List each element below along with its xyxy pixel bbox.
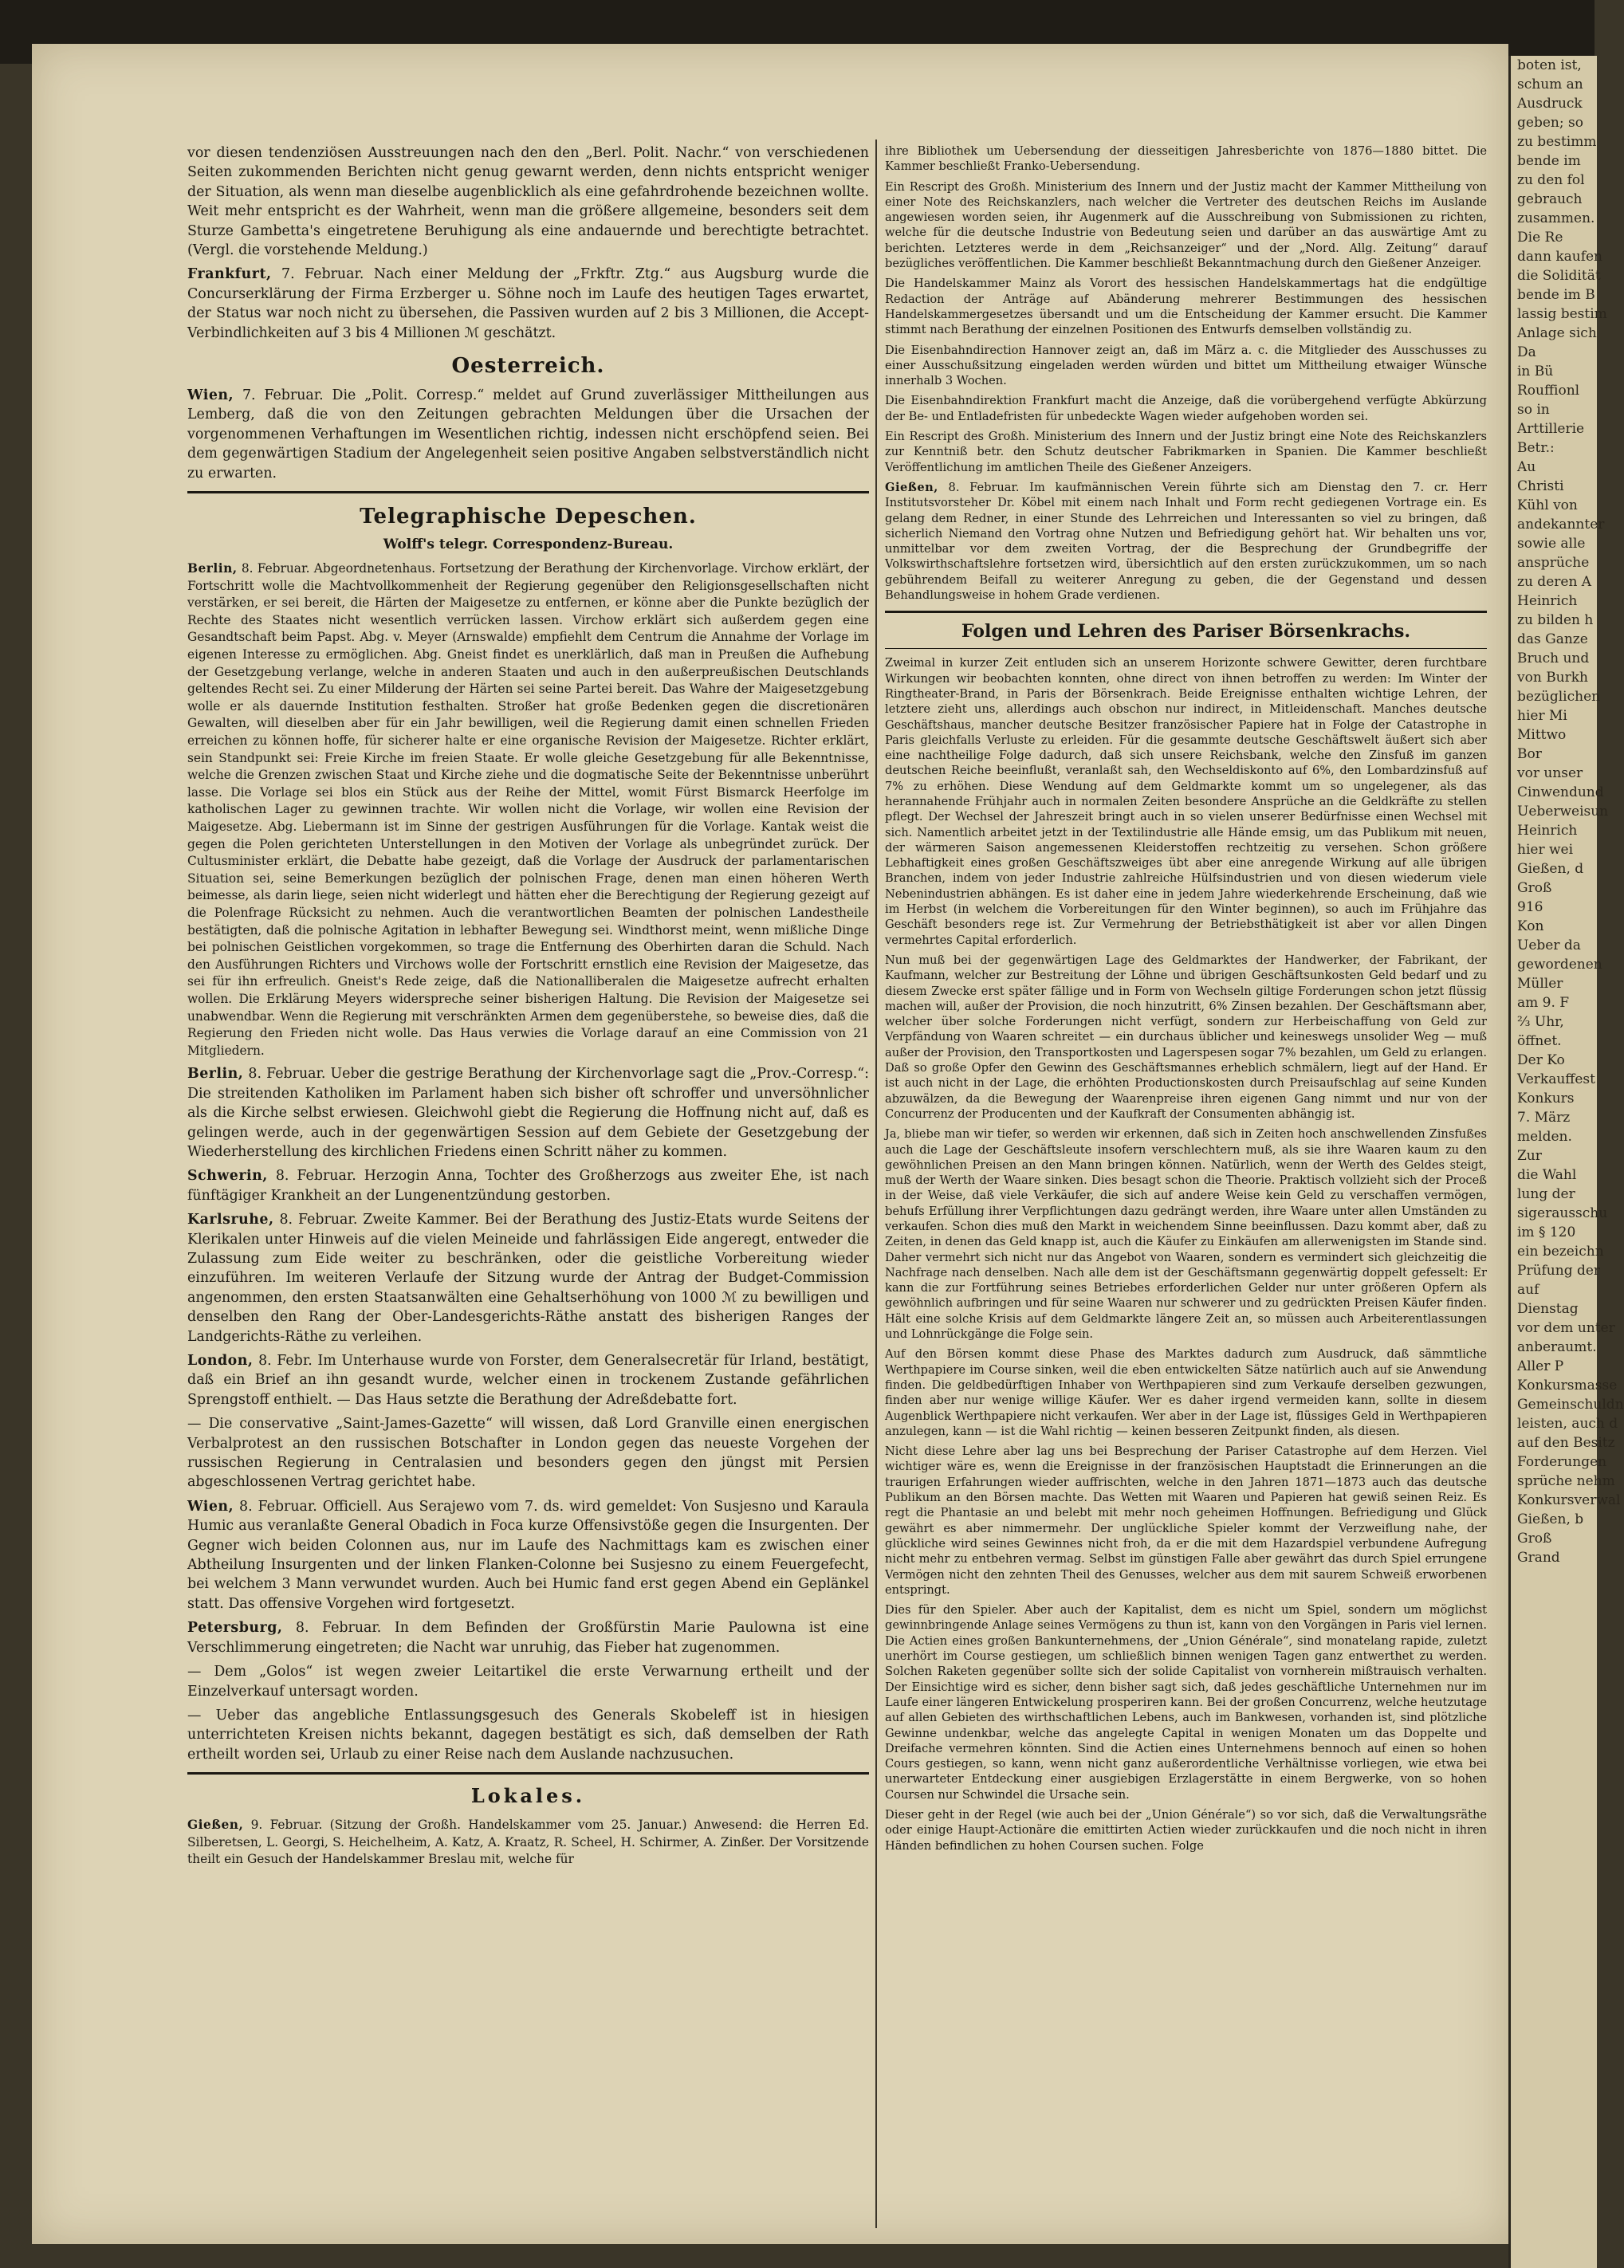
london-report [187, 1351, 869, 1409]
edge-fragment: Ausdruck [1517, 96, 1583, 112]
edge-fragment: das Ganze [1517, 631, 1588, 647]
edge-fragment: Da [1517, 344, 1536, 360]
frankfurt-text: 7. Februar. Nach einer Meldung der „Frkftr. Ztg.“ aus Augsburg wurde die Concurserklärung der Firma Erzberger u. Söhne noch im Laufe des heutigen Tages erwartet, der Status war noch nicht zu übersehen, die Passiven wurden auf 2 bis 3 Millionen, die Accept-Verbindlichkeiten auf 3 bis 4 Millionen ℳ geschätzt. [187, 266, 869, 341]
handelskammer-paragraph-3: Die Handelskammer Mainz als Vorort des hessischen Handelskammertags hat die endgültige Redaction der Anträge auf Abänderung mehrerer Bestimmungen des hessischen Handelskammergesetzes übersandt und um die Entscheidung der Kammer ersucht. Die Kammer stimmt nach Berathung der einzelnen Positionen des Entwurfs demselben vollständig zu. [885, 277, 1487, 337]
edge-fragment: Kühl von [1517, 497, 1578, 513]
edge-fragment: Der Ko [1517, 1052, 1565, 1068]
article-paragraph-6: Dies für den Spieler. Aber auch der Kapitalist, dem es nicht um Spiel, sondern um möglichst gewinnbringende Anlage seines Vermögens zu thun ist, kann von den Vorgängen in Paris viel lernen. Die Actien eines großen Bankunternehmens, der „Union Générale“, sind monatelang rapide, zuletzt unerhört im Course gestiegen, um schließlich binnen wenigen Tagen ganz entwerthet zu werden. Solchen Raketen gegenüber sollte sich der solide Capitalist von vornherein mißtrauisch verhalten. Der Einsichtige wird es sicher, denn bisher sagt sich, daß jedes geschäftliche Unternehmen nur im Laufe einer längeren Entwickelung prosperiren kann. Bei der großen Concurrenz, welche heutzutage auf allen Gebieten des wirthschaftlichen Lebens, auch im Bankwesen, vorhanden ist, sind plötzliche Gewinne undenkbar, welche das angelegte Capital in wenigen Monaten um das Doppelte und Dreifache vermehren könnten. Sind die Actien eines Unternehmens bennoch auf einen so hohen Cours gestiegen, so kann, wenn nicht ganz außerordentliche Verhältnisse vorliegen, wie etwa bei unerwarteter Entdeckung einer ausgiebigen Erzlagerstätte in einem Bergwerke, von so hohen Coursen nur Schwindel die Ursache sein. [885, 1603, 1487, 1802]
column-divider [875, 140, 877, 2228]
giessen-report-1 [187, 1817, 869, 1869]
edge-fragment: Heinrich [1517, 593, 1578, 609]
edge-fragment: Grand [1517, 1550, 1560, 1566]
petersburg-report-3: — Ueber das angebliche Entlassungsgesuch des Generals Skobeleff ist in hiesigen unterrichteten Kreisen nichts bekannt, dagegen bestätigt es sich, daß demselben der Rath ertheilt worden sei, Urlaub zu einer Reise nach dem Auslande nachzusuchen. [187, 1707, 869, 1763]
london-text: 8. Febr. Im Unterhause wurde von Forster, dem Generalsecretär für Irland, bestätigt, daß ein Brief an ihn gesandt wurde, welcher einen in trockenem Zustande gefährlichen Sprengstoff enthielt. — Das Haus setzte die Berathung der Adreßdebatte fort. [187, 1353, 869, 1408]
edge-fragment: bezüglichen [1517, 689, 1601, 705]
petersburg-dateline: Petersburg, [187, 1620, 283, 1637]
edge-fragment: hier wei [1517, 842, 1574, 858]
berlin-dateline-1: Berlin, [187, 561, 238, 576]
edge-fragment: sigerausschu [1517, 1205, 1608, 1221]
edge-fragment: vor dem unter [1517, 1320, 1615, 1336]
edge-fragment: Konkursmasse [1517, 1378, 1618, 1393]
schwerin-text: 8. Februar. Herzogin Anna, Tochter des Großherzogs aus zweiter Ehe, ist nach fünftägiger Krankheit an der Lungenentzündung gestorben. [187, 1168, 870, 1204]
karlsruhe-dateline: Karlsruhe, [187, 1212, 274, 1228]
petersburg-report-2: — Dem „Golos“ ist wegen zweier Leitartikel die erste Verwarnung ertheilt und der Einzelverkauf untersagt worden. [187, 1664, 869, 1700]
edge-fragment: melden. [1517, 1129, 1572, 1145]
edge-fragment: von Burkh [1517, 670, 1589, 686]
edge-fragment: boten ist, [1517, 57, 1582, 73]
edge-fragment: vor unser [1517, 765, 1583, 781]
berlin-report-1 [187, 560, 869, 1059]
edge-fragment: lung der [1517, 1186, 1575, 1202]
edge-fragment: Forderungen [1517, 1454, 1607, 1470]
edge-fragment: sowie alle [1517, 536, 1586, 552]
edge-fragment: Aller P [1517, 1358, 1564, 1374]
edge-fragment: Konkursverwal [1517, 1492, 1621, 1508]
edge-fragment: dann kaufen [1517, 249, 1603, 265]
edge-fragment: Cinwendund [1517, 784, 1604, 800]
article-paragraph-1: Zweimal in kurzer Zeit entluden sich an unserem Horizonte schwere Gewitter, deren furchtbare Wirkungen wir beobachten konnten, ohne direct von ihnen betroffen zu werden: Im Winter der Ringtheater-Brand, in Paris der Börsenkrach. Beide Ereignisse enthalten wichtige Lehren, der letztere zieht uns, allerdings auch obschon nur indirect, in Mitleidenschaft. Manches deutsche Geschäftshaus, mancher deutsche Besitzer französischer Papiere hat in Folge der Catastrophe in Paris gleichfalls Verluste zu erleiden. Für die gesammte deutsche Geschäftswelt äußert sich aber eine nachtheilige Folge dadurch, daß sich unsere Reichsbank, welche den Zinsfuß im ganzen deutschen Reiche beeinflußt, veranlaßt sah, den Wechseldiskonto auf 6%, den Lombardzinsfuß auf 7% zu erhöhen. Diese Wendung auf dem Geldmarkte kommt um so ungelegener, als das herannahende Frühjahr auch in normalen Zeiten besondere Ansprüche an die Geldkräfte zu stellen pflegt. Der Wechsel der Jahreszeit bringt auch in so vielen unserer Bedürfnisse einen Wechsel mit sich. Namentlich arbeitet jetzt in der Textilindustrie alle Hände emsig, um das Publikum mit neuen, der wärmeren Saison angemessenen Kleiderstoffen rechtzeitig zu versehen. Schon größere Lebhaftigkeit eines großen Geschäftszweiges übt aber eine anregende Wirkung auf alle übrigen Branchen, indem von jeder Industrie zahlreiche Hülfsindustrien und von diesen wiederum viele Nebenindustrien abhängen. Es ist daher eine in jedem Jahre wiederkehrende Erscheinung, daß wie im Herbst (in welchem die Vorbereitungen für den Winter beginnen), so auch im Frühjahre das Geschäft besonders rege ist. Zur Vermehrung der Betriebsthätigkeit ist aber vor allen Dingen vermehrtes Capital erforderlich. [885, 656, 1487, 947]
handelskammer-paragraph-4: Die Eisenbahndirection Hannover zeigt an, daß im März a. c. die Mitglieder des Ausschusses zu einer Ausschußsitzung eingeladen werden würden und bittet um Mittheilung etwaiger Wünsche innerhalb 3 Wochen. [885, 343, 1487, 388]
left-column [187, 143, 869, 1873]
edge-fragment: sprüche nehm [1517, 1473, 1615, 1489]
giessen-text-2: 8. Februar. Im kaufmännischen Verein führte sich am Dienstag den 7. cr. Herr Institutsvorsteher Dr. Köbel mit einem nach Inhalt und Form recht gediegenen Vortrage ein. Es gelang dem Redner, in einer Stunde des Lehrreichen und Interessanten so viel zu bringen, daß sicherlich Niemand den Vortrag ohne Nutzen und Befriedigung gehört hat. Wir behalten uns vor, unmittelbar vor dem zweiten Vortrag, der die Besprechung der Grundbegriffe der Volkswirthschaftslehre fortsetzen wird, übersichtlich auf den ersten zurückzukommen, um so nach gebührendem Beifall zu weiterer Anregung zu geben, die der Gegenstand und dessen Behandlungsweise in hohem Grade verdienen. [885, 480, 1487, 603]
wien-report-2 [187, 1497, 869, 1614]
edge-fragment: so in [1517, 402, 1550, 418]
edge-fragment: lassig bestim [1517, 306, 1607, 322]
edge-fragment: bende im [1517, 153, 1581, 169]
edge-fragment: Betr.: [1517, 440, 1555, 456]
edge-fragment: 7. März [1517, 1110, 1571, 1126]
edge-fragment: 916 [1517, 899, 1543, 915]
schwerin-dateline: Schwerin, [187, 1168, 268, 1185]
edge-fragment: Gießen, d [1517, 861, 1584, 877]
edge-fragment: auf [1517, 1282, 1539, 1298]
handelskammer-paragraph-2: Ein Rescript des Großh. Ministerium des Innern und der Justiz macht der Kammer Mittheilung von einer Note des Reichskanzlers, nach welcher die Vertreter des deutschen Reichs im Auslande angewiesen worden seien, ihr Augenmerk auf die Ausschreibung von Submissionen zu richten, welche für die deutsche Industrie von Bedeutung seien und darüber an das auswärtige Amt zu berichten. Letzteres werde in dem „Reichsanzeiger“ und der „Nord. Allg. Zeitung“ darauf bezügliches veröffentlichen. Die Kammer beschließt Bekanntmachung durch den Gießener Anzeiger. [885, 179, 1487, 271]
article-paragraph-5: Nicht diese Lehre aber lag uns bei Besprechung der Pariser Catastrophe auf dem Herzen. Viel wichtiger wäre es, wenn die Ereignisse in der französischen Hauptstadt die Erinnerungen an die traurigen Erfahrungen wieder auffrischten, welche in den Jahren 1871—1873 auch das deutsche Publikum an den Börsen machte. Das Wetten mit Waaren und Papieren hat gewiß seinen Reiz. Es regt die Phantasie an und belebt mit mehr noch geheimen Hoffnungen. Befriedigung und Glück gewährt es aber nimmermehr. Der unglückliche Spieler kommt der Verzweiflung nahe, der glückliche wird seines Gewinnes nicht froh, da er die mit dem Hazardspiel verbundene Aufregung nicht mehr zu entbehren vermag. Selbst im günstigen Falle aber gewährt das durch Spiel errungene Vermögen nicht den zehnten Theil des Genusses, welcher aus dem mit saurem Schweiß erworbenen entspringt. [885, 1445, 1487, 1597]
edge-fragment: Prüfung der [1517, 1263, 1601, 1279]
edge-fragment: zu bilden h [1517, 612, 1594, 628]
wien-text-2: 8. Februar. Officiell. Aus Serajewo vom 7. ds. wird gemeldet: Von Susjesno und Karaula Humic aus veranlaßte General Obadich in Foca kurze Offensivstöße gegen die Insurgenten. Der Gegner wich beiden Colonnen aus, nur im Laufe des Nachmittags kam es zwischen einer Abtheilung Insurgenten und der linken Flanken-Colonne bei Susjesno zu einem Feuergefecht, bei welchem 3 Mann verwundet wurden. Auch bei Humic fand erst gegen Abend ein Geplänkel statt. Das offensive Vorgehen wird fortgesetzt. [187, 1498, 870, 1612]
right-column [885, 143, 1487, 1858]
telegraph-subheading: Wolff's telegr. Correspondenz-Bureau. [383, 537, 674, 553]
edge-fragment: Gießen, b [1517, 1511, 1584, 1527]
schwerin-report [187, 1166, 869, 1205]
edge-fragment: zu den fol [1517, 172, 1585, 188]
edge-fragment: Arttillerie [1517, 421, 1585, 437]
petersburg-report [187, 1618, 869, 1657]
article-paragraph-3: Ja, bliebe man wir tiefer, so werden wir erkennen, daß sich in Zeiten hoch anschwellenden Zinsfußes auch die Lage der Geschäftsleute insofern verschlechtern muß, als sie ihre Waaren kaum zu den gewöhnlichen Preisen an den Mann bringen können. Natürlich, wenn der Werth des Geldes steigt, muß der Werth der Waare sinken. Dies besagt schon die Theorie. Praktisch vollzieht sich der Proceß in der Weise, daß viele Verkäufer, die sich auf andere Weise kein Geld zu verschaffen vermögen, behufs Erfüllung ihrer Verpflichtungen dazu gedrängt werden, ihre Waare unter allen Umständen zu verkaufen. Schon dies muß den Markt in weichendem Sinne beeinflussen. Dazu kommt aber, daß zu Zeiten, in denen das Geld knapp ist, auch die Käufer zu Einkäufen am allerwenigsten im Stande sind. Daher vermehrt sich nicht nur das Angebot von Waaren, sondern es vermindert sich gleichzeitig die Nachfrage nach denselben. Nach alle dem ist der Geschäftsmann gegenwärtig doppelt gefesselt: Er kann die zur Fortführung seines Betriebes erforderlichen Gelder nur unter größeren Opfern als gewöhnlich aufbringen und für seine Waaren nur schwerer und zu gedrückten Preisen Käufer finden. Hält eine solche Krisis auf dem Geldmarkte längere Zeit an, so müssen auch Arbeiterentlassungen und Lohnrückgänge die Folge sein. [885, 1127, 1487, 1342]
edge-fragment: öffnet. [1517, 1033, 1562, 1049]
edge-fragment: ansprüche [1517, 555, 1590, 571]
edge-fragment: die Solidität [1517, 268, 1601, 284]
wien-dateline-1: Wien, [187, 387, 234, 404]
edge-fragment: Müller [1517, 976, 1563, 992]
section-rule [187, 1772, 869, 1775]
article-paragraph-2: Nun muß bei der gegenwärtigen Lage des Geldmarktes der Handwerker, der Fabrikant, der Kaufmann, welcher zur Bestreitung der Löhne und übrigen Geschäftsunkosten Geld bedarf und zu diesem Zwecke erst später fällige und in Form von Wechseln giltige Forderungen schon jetzt flüssig machen will, außer der Provision, die noch hinzutritt, 6% Zinsen bezahlen. Der Geschäftsmann aber, welcher über solche Forderungen nicht verfügt, sondern zur Herbeischaffung von Geld zur Verpfändung von Waaren schreitet — ein durchaus üblicher und keineswegs unsolider Weg — muß außer der Provision, den Transportkosten und Lagerspesen sogar 7% bezahlen, um Geld zu erlangen. Daß so große Opfer den Gewinn des Geschäftsmannes erheblich schmälern, liegt auf der Hand. Er ist auch nicht in der Lage, die erhöhten Productionskosten durch Preisaufschlag auf seine Kunden abzuwälzen, da die Bewegung der Waarenpreise ihren eigenen Gang nimmt und nur von der Concurrenz der Producenten und der Kaufkraft der Consumenten abhängig ist. [885, 953, 1487, 1121]
london-dateline: London, [187, 1353, 254, 1369]
berlin-text-1: 8. Februar. Abgeordnetenhaus. Fortsetzung der Berathung der Kirchenvorlage. Virchow erklärt, der Fortschritt wolle die Machtvollkommenheit der Regierung gegenüber den Religionsgesellschaften nicht verstärken, er sei bereit, die Härten der Maigesetze zu entfernen, er könne aber die Punkte bezüglich der Rechte des Staates nicht wesentlich verrücken lassen. Virchow erklärt sich außerdem gegen eine Gesandtschaft beim Papst. Abg. v. Meyer (Arnswalde) empfiehlt dem Centrum die Annahme der Vorlage im eigenen Interesse zu ermöglichen. Abg. Gneist findet es unerklärlich, daß man in Preußen die Aufhebung der Gesetzgebung verlange, welche in anderen Staaten und auch in den außerpreußischen Deutschlands geltendes Recht sei. Zu einer Milderung der Härten sei seine Partei bereit. Das Wahre der Maigesetzgebung wolle er als dauernde Institution festhalten. Stroßer hat große Bedenken gegen die discretionären Gewalten, will dieselben aber für ein Jahr bewilligen, weil die Regierung damit einen schnellen Frieden erreichen zu können hoffe, für sicherer halte er eine organische Revision der Maigesetze. Richter erklärt, sein Standpunkt sei: Freie Kirche im freien Staate. Er wolle gleiche Gesetzgebung für alle Bekenntnisse, welche die Grenzen zwischen Staat und Kirche ziehe und die dogmatische Seite der Bekenntnisse unberührt lasse. Die Vorlage sei blos ein Stück aus der Reihe der Mittel, womit Fürst Bismarck Heerfolge im katholischen Lager zu gewinnen trachte. Wir wollen nicht die Vorlage, wir wollen eine Revision der Maigesetze. Abg. Liebermann ist im Sinne der gestrigen Ausführungen für die Vorlage. Kantak weist die gegen die Polen gerichteten Unterstellungen in den Motiven der Vorlage als unbegründet zurück. Der Cultusminister erklärt, die Debatte habe gezeigt, daß die Vorlage der Ausdruck der parlamentarischen Situation sei, seine Bemerkungen bezüglich der polnischen Frage, denen man einen höheren Werth beimesse, als darin liege, seien nicht widerlegt und hätten eher die Berechtigung der Regierung gezeigt auf die Polenfrage Rücksicht zu nehmen. Auch die verantwortlichen Beamten der polnischen Landestheile bestätigten, daß die polnische Agitation in lebhafter Bewegung sei. Windthorst meint, wenn mißliche Dinge bei polnischen Geistlichen vorgekommen, so trage die Entfernung des Oberhirten daran die Schuld. Nach den Ausführungen Richters und Virchows wolle der Fortschritt ernstlich eine Revision der Maigesetze, das sei für ihn erfreulich. Gneist's Rede zeige, daß die Nationalliberalen die Maigesetze aufrecht erhalten wollen. Die Erklärung Meyers widerspreche seiner bisherigen Haltung. Die Revision der Maigesetze sei unabwendbar. Wenn die Regierung mit verschränkten Armen dem gegenüberstehe, so beweise dies, daß die Regierung den Frieden nicht wolle. Das Haus verwies die Vorlage darauf an eine Commission von 21 Mitgliedern. [187, 561, 869, 1058]
frankfurt-report [187, 265, 869, 343]
edge-fragment: zu deren A [1517, 574, 1592, 590]
adjacent-page-fragments [1511, 56, 1624, 1567]
edge-fragment: am 9. F [1517, 995, 1570, 1011]
edge-fragment: im § 120 [1517, 1224, 1576, 1240]
london-report-2: — Die conservative „Saint-James-Gazette“ will wissen, daß Lord Granville einen energischen Verbalprotest an den russischen Botschafter in London gegen das neueste Vorgehen der russischen Regierung in Centralasien und besonders gegen den jüngst mit Persien abgeschlossenen Vertrag gerichtet habe. [187, 1416, 869, 1491]
edge-fragment: anberaumt. [1517, 1339, 1597, 1355]
wien-report-1 [187, 386, 869, 483]
edge-fragment: Dienstag [1517, 1301, 1579, 1317]
handelskammer-paragraph-5: Die Eisenbahndirektion Frankfurt macht die Anzeige, daß die vorübergehend verfügte Abkürzung der Be- und Entladefristen für unbedeckte Wagen wieder aufgehoben worden sei. [885, 394, 1487, 423]
giessen-report-2 [885, 480, 1487, 603]
article-heading: Folgen und Lehren des Pariser Börsenkrachs. [961, 621, 1411, 643]
heading-rule [885, 648, 1487, 649]
edge-fragment: Gemeinschuldn [1517, 1397, 1624, 1413]
giessen-dateline-2: Gießen, [885, 480, 938, 494]
article-paragraph-7: Dieser geht in der Regel (wie auch bei der „Union Générale“) so vor sich, daß die Verwaltungsräthe oder einige Haupt-Actionäre die emittirten Actien wieder zurückkaufen und die noch nicht in ihren Händen befindlichen zu hohen Coursen suchen. Folge [885, 1807, 1487, 1853]
newspaper-page [32, 44, 1508, 2244]
berlin-dateline-2: Berlin, [187, 1066, 244, 1083]
section-rule [187, 491, 869, 493]
edge-fragment: ein bezeichn [1517, 1244, 1604, 1260]
handelskammer-paragraph-6: Ein Rescript des Großh. Ministerium des Innern und der Justiz bringt eine Note des Reichskanzlers zur Kenntniß betr. den Schutz deutscher Fabrikmarken in Spanien. Die Kammer beschließt Veröffentlichung im amtlichen Theile des Gießener Anzeigers. [885, 430, 1487, 474]
edge-fragment: Bor [1517, 746, 1542, 762]
berlin-text-2: 8. Februar. Ueber die gestrige Berathung der Kirchenvorlage sagt die „Prov.-Corresp.“: Die streitenden Katholiken im Parlament haben sich bisher oft schroffer und unversöhnlicher als die Kirche selbst erwiesen. Gleichwohl giebt die Regierung die Hoffnung nicht auf, daß es gelingen werde, auch in der gegenwärtigen Session auf dem Gebiete der Gesetzgebung der Wiederherstellung des kirchlichen Friedens einen Schritt näher zu kommen. [187, 1066, 869, 1160]
edge-fragment: Anlage sich [1517, 325, 1597, 341]
edge-fragment: Zur [1517, 1148, 1542, 1164]
edge-fragment: Christi [1517, 478, 1564, 494]
edge-fragment: hier Mi [1517, 708, 1567, 724]
handelskammer-paragraph-1: ihre Bibliothek um Uebersendung der diesseitigen Jahresberichte von 1876—1880 bittet. Die Kammer beschließt Franko-Uebersendung. [885, 144, 1487, 174]
oesterreich-heading: Oesterreich. [451, 354, 605, 379]
petersburg-text: 8. Februar. In dem Befinden der Großfürstin Marie Paulowna ist eine Verschlimmerung eingetreten; die Nacht war unruhig, das Fieber hat zugenommen. [187, 1620, 870, 1656]
karlsruhe-text: 8. Februar. Zweite Kammer. Bei der Berathung des Justiz-Etats wurde Seitens der Klerikalen unter Hinweis auf die vielen Meineide und fahrlässigen Eide angeregt, entweder die Zulassung zum Eide weiter zu beschränken, oder die geistliche Vorbereitung wieder einzuführen. Im weiteren Verlaufe der Sitzung wurde der Antrag der Budget-Commission angenommen, den ersten Staatsanwälten eine Gehaltserhöhung von 1000 ℳ zu bewilligen und denselben den Rang der Ober-Landesgerichts-Räthe anstatt des bisherigen Ranges der Landgerichts-Räthe zu verleihen. [187, 1212, 870, 1345]
edge-fragment: Heinrich [1517, 823, 1578, 839]
edge-fragment: Konkurs [1517, 1091, 1575, 1106]
edge-fragment: die Wahl [1517, 1167, 1577, 1183]
giessen-dateline-1: Gießen, [187, 1818, 244, 1833]
edge-fragment: Groß [1517, 880, 1552, 896]
wien-dateline-2: Wien, [187, 1498, 234, 1515]
edge-fragment: gewordenen [1517, 957, 1602, 973]
edge-fragment: geben; so [1517, 115, 1583, 131]
edge-fragment: Au [1517, 459, 1536, 475]
edge-fragment: bende im B [1517, 287, 1595, 303]
edge-fragment: ⅔ Uhr, [1517, 1014, 1564, 1030]
edge-fragment: in Bü [1517, 364, 1554, 379]
edge-fragment: Kon [1517, 918, 1544, 934]
edge-fragment: Verkauffest [1517, 1071, 1595, 1087]
giessen-text-1: 9. Februar. (Sitzung der Großh. Handelskammer vom 25. Januar.) Anwesend: die Herren Ed. Silberetsen, L. Georgi, S. Heichelheim, A. Katz, A. Kraatz, R. Scheel, H. Schirmer, A. Zinßer. Der Vorsitzende theilt ein Gesuch der Handelskammer Breslau mit, welche für [187, 1818, 869, 1867]
edge-fragment: auf den Besitz [1517, 1435, 1615, 1451]
frankfurt-dateline: Frankfurt, [187, 266, 272, 283]
telegraph-heading: Telegraphische Depeschen. [360, 505, 697, 529]
edge-fragment: andekannter [1517, 517, 1605, 533]
karlsruhe-report [187, 1210, 869, 1346]
article-paragraph-4: Auf den Börsen kommt diese Phase des Marktes dadurch zum Ausdruck, daß sämmtliche Werthpapiere im Course sinken, weil die eben entwickelten Sätze natürlich auch auf sie Anwendung finden. Die geldbedürftigen Inhaber von Werthpapieren sind zum Verkaufe derselben gezwungen, finden aber nur wenige willige Käufer. Wer es daher irgend vermeiden kann, sollte in diesem Augenblick Werthpapiere nicht verkaufen. Wer aber in der Lage ist, flüssiges Geld in Werthpapieren anzulegen, kann — ist die Wahl richtig — keinen besseren Zeitpunkt finden, als diesen. [885, 1347, 1487, 1438]
edge-fragment: Bruch und [1517, 651, 1590, 666]
wien-text-1: 7. Februar. Die „Polit. Corresp.“ meldet auf Grund zuverlässiger Mittheilungen aus Lemberg, daß die von den Zeitungen gebrachten Meldungen über die Ursachen der vorgenommenen Verhaftungen im Wesentlichen richtig, indessen nicht erschöpfend seien. Bei dem gegenwärtigen Stadium der Angelegenheit seien positive Angaben selbstverständlich nicht zu erwarten. [187, 387, 870, 482]
edge-fragment: schum an [1517, 77, 1583, 92]
edge-fragment: Mittwo [1517, 727, 1567, 743]
edge-fragment: Ueberweisun [1517, 804, 1609, 820]
intro-paragraph: vor diesen tendenziösen Ausstreuungen nach den den „Berl. Polit. Nachr.“ von verschiedenen Seiten zukommenden Berichten nicht genug gewarnt werden, denn nichts entspricht weniger der Situation, als wenn man dieselbe augenblicklich als eine gefahrdrohende bezeichnen wollte. Weit mehr entspricht es der Wahrheit, wenn man die größere allgemeine, besonders seit dem Sturze Gambetta's eingetretene Beruhigung als eine andauernde und berechtigte betrachtet. (Vergl. die vorstehende Meldung.) [187, 145, 869, 259]
edge-fragment: Rouffionl [1517, 383, 1580, 399]
berlin-report-2 [187, 1064, 869, 1162]
edge-fragment: leisten, auch d [1517, 1416, 1618, 1432]
edge-fragment: zusammen. [1517, 210, 1595, 226]
edge-fragment: Ueber da [1517, 937, 1581, 953]
edge-fragment: gebrauch [1517, 191, 1583, 207]
lokales-heading: Lokales. [470, 1784, 586, 1808]
edge-fragment: Die Re [1517, 230, 1563, 246]
section-rule [885, 611, 1487, 613]
adjacent-page-edge [1508, 56, 1624, 2268]
edge-fragment: Groß [1517, 1531, 1552, 1547]
edge-fragment: zu bestimm [1517, 134, 1597, 150]
